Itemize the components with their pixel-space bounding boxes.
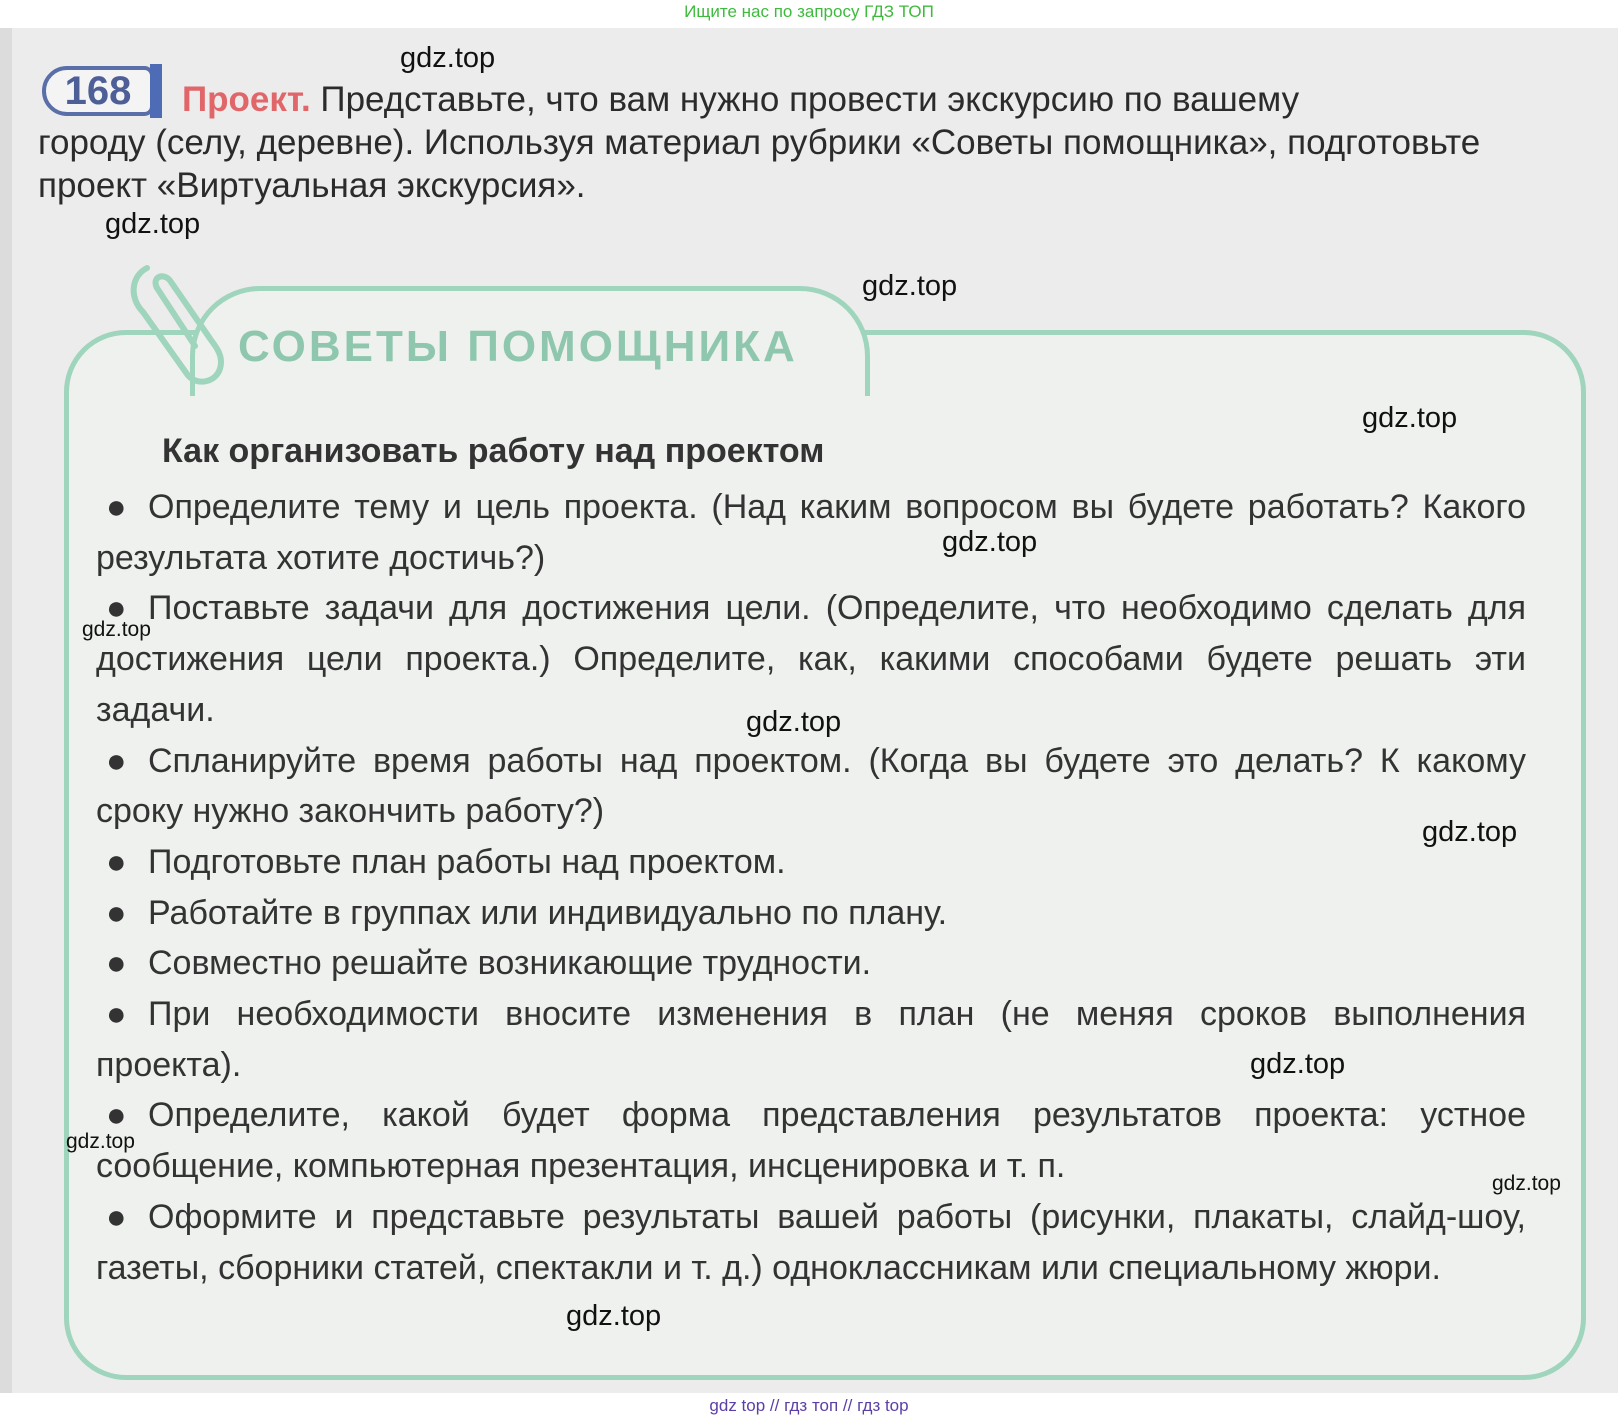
bullet-icon: ●	[106, 1197, 127, 1236]
bullet-icon: ●	[106, 1096, 127, 1135]
watermark: gdz.top	[66, 1130, 135, 1153]
tip-text: Работайте в группах или индивидуально по плану.	[148, 893, 948, 932]
watermark: gdz.top	[862, 270, 958, 302]
tips-panel-tab-joint	[195, 386, 865, 406]
bullet-icon: ●	[106, 589, 127, 628]
watermark: gdz.top	[105, 208, 201, 240]
bullet-icon: ●	[106, 893, 127, 932]
tip-text: Совместно решайте возникающие трудности.	[148, 944, 872, 983]
bullet-icon: ●	[106, 995, 127, 1034]
tip-item	[96, 1192, 1526, 1293]
task-label: Проект.	[182, 80, 311, 119]
watermark: gdz.top	[82, 618, 151, 641]
paperclip-icon	[125, 258, 235, 388]
watermark: gdz.top	[942, 526, 1038, 558]
watermark: gdz.top	[1362, 402, 1458, 434]
watermark: gdz.top	[400, 42, 496, 74]
watermark: gdz.top	[746, 706, 842, 738]
task-number-badge: 168	[42, 66, 154, 116]
tip-item	[96, 1090, 1526, 1191]
task-text-rest: городу (селу, деревне). Используя материал рубрики «Советы помощника», подготовьте проект «Виртуальная экскурсия».	[38, 123, 1481, 205]
tip-text: Поставьте задачи для достижения цели. (Определите, что необходимо сделать для достижения цели проекта.) Определите, как, какими способами будете решать эти задачи.	[96, 589, 1526, 729]
tip-item	[96, 736, 1526, 837]
task-text-line1: Представьте, что вам нужно провести экскурсию по вашему	[320, 80, 1300, 119]
tip-text: Оформите и представьте результаты вашей работы (рисунки, плакаты, слайд-шоу, газеты, сборники статей, спектакли и т. д.) одноклассникам или специальному жюри.	[96, 1197, 1526, 1287]
footer-links: gdz top // гдз топ // гдз top	[709, 1396, 909, 1415]
tip-item	[96, 888, 1526, 939]
watermark: gdz.top	[1492, 1172, 1561, 1195]
task-text	[38, 78, 1558, 207]
tips-list	[96, 482, 1526, 1293]
tip-text: Спланируйте время работы над проектом. (Когда вы будете это делать? К какому сроку нужно закончить работу?)	[96, 741, 1526, 831]
tip-item	[96, 482, 1526, 583]
watermark: gdz.top	[566, 1300, 662, 1332]
bullet-icon: ●	[106, 944, 127, 983]
tip-text: Определите, какой будет форма представления результатов проекта: устное сообщение, компьютерная презентация, инсценировка и т. п.	[96, 1096, 1526, 1186]
task-first-line	[38, 78, 1558, 121]
panel-title: СОВЕТЫ ПОМОЩНИКА	[238, 322, 798, 371]
bullet-icon: ●	[106, 488, 127, 526]
bullet-icon: ●	[106, 741, 127, 780]
watermark: gdz.top	[1250, 1048, 1346, 1080]
tip-text: Подготовьте план работы над проектом.	[148, 842, 786, 881]
top-banner: Ищите нас по запросу ГДЗ ТОП	[684, 2, 934, 21]
bullet-icon: ●	[106, 842, 127, 881]
tip-item	[96, 938, 1526, 989]
tip-text: При необходимости вносите изменения в план (не меняя сроков выполнения проекта).	[96, 995, 1526, 1084]
tip-text: Определите тему и цель проекта. (Над каким вопросом вы будете работать? Какого результата хотите достичь?)	[96, 488, 1526, 577]
panel-subheading: Как организовать работу над проектом	[162, 432, 825, 470]
watermark: gdz.top	[1422, 816, 1518, 848]
tip-item	[96, 837, 1526, 888]
